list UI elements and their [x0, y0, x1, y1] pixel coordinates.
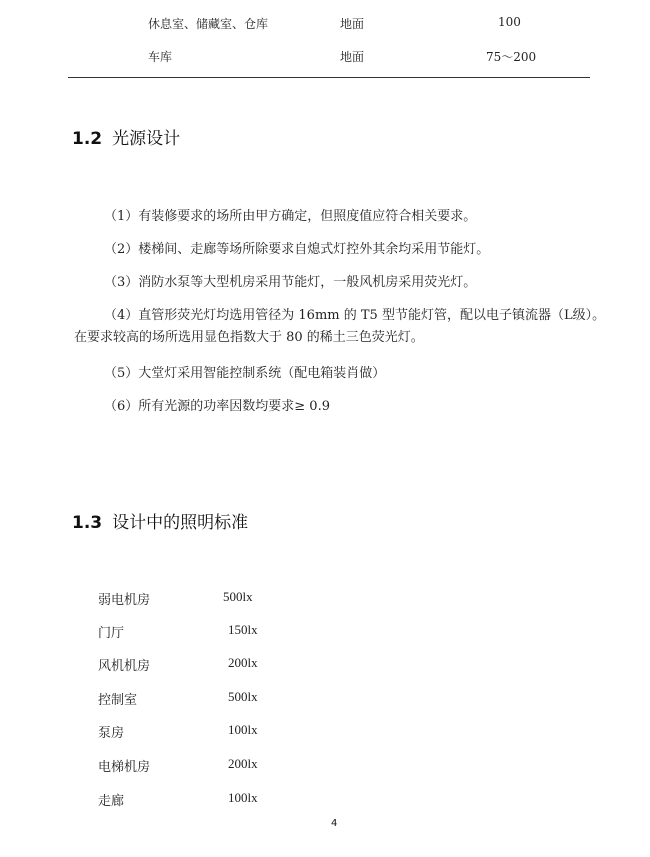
standard-value: 500lx	[223, 589, 253, 604]
standard-room: 电梯机房	[98, 760, 151, 775]
standard-room: 风机机房	[98, 659, 151, 674]
standard-value: 100lx	[228, 790, 258, 805]
table-cell-room: 车库	[148, 50, 173, 64]
list-item: （5）大堂灯采用智能控制系统（配电箱装肖做）	[104, 366, 386, 381]
section-number: 1.3	[72, 513, 103, 533]
table-cell-value: 75～200	[486, 50, 537, 64]
standard-room: 泵房	[98, 726, 125, 741]
standard-value: 200lx	[228, 655, 258, 670]
section-heading-1-2	[72, 124, 180, 149]
list-item: （1）有装修要求的场所由甲方确定，但照度值应符合相关要求。	[104, 209, 477, 224]
table-cell-value: 100	[498, 15, 521, 29]
list-item: （4）直管形荧光灯均选用管径为 16mm 的 T5 型节能灯管，配以电子镇流器（L级）。在要求较高的场所选用显色指数大于 80 的稀土三色荧光灯。	[74, 308, 606, 345]
standard-value: 100lx	[228, 722, 258, 737]
standard-value: 200lx	[228, 756, 258, 771]
standard-value: 150lx	[228, 622, 258, 637]
list-item: （6）所有光源的功率因数均要求≥ 0.9	[104, 399, 330, 414]
table-bottom-rule	[68, 77, 590, 78]
section-title: 设计中的照明标准	[112, 513, 249, 533]
standard-room: 控制室	[98, 693, 138, 708]
section-number: 1.2	[72, 129, 103, 149]
table-cell-room: 休息室、储藏室、仓库	[148, 17, 269, 31]
list-item: （3）消防水泵等大型机房采用节能灯，一般风机房采用荧光灯。	[104, 275, 477, 290]
list-item: （2）楼梯间、走廊等场所除要求自熄式灯控外其余均采用节能灯。	[104, 242, 490, 257]
standard-room: 门厅	[98, 626, 125, 641]
section-heading-1-3	[72, 508, 248, 533]
section-title: 光源设计	[112, 129, 181, 149]
standard-value: 500lx	[228, 689, 258, 704]
standard-room: 弱电机房	[98, 593, 151, 608]
table-cell-plane: 地面	[340, 50, 365, 64]
page-number: 4	[331, 818, 338, 829]
table-cell-plane: 地面	[340, 17, 365, 31]
standard-room: 走廊	[98, 794, 125, 809]
